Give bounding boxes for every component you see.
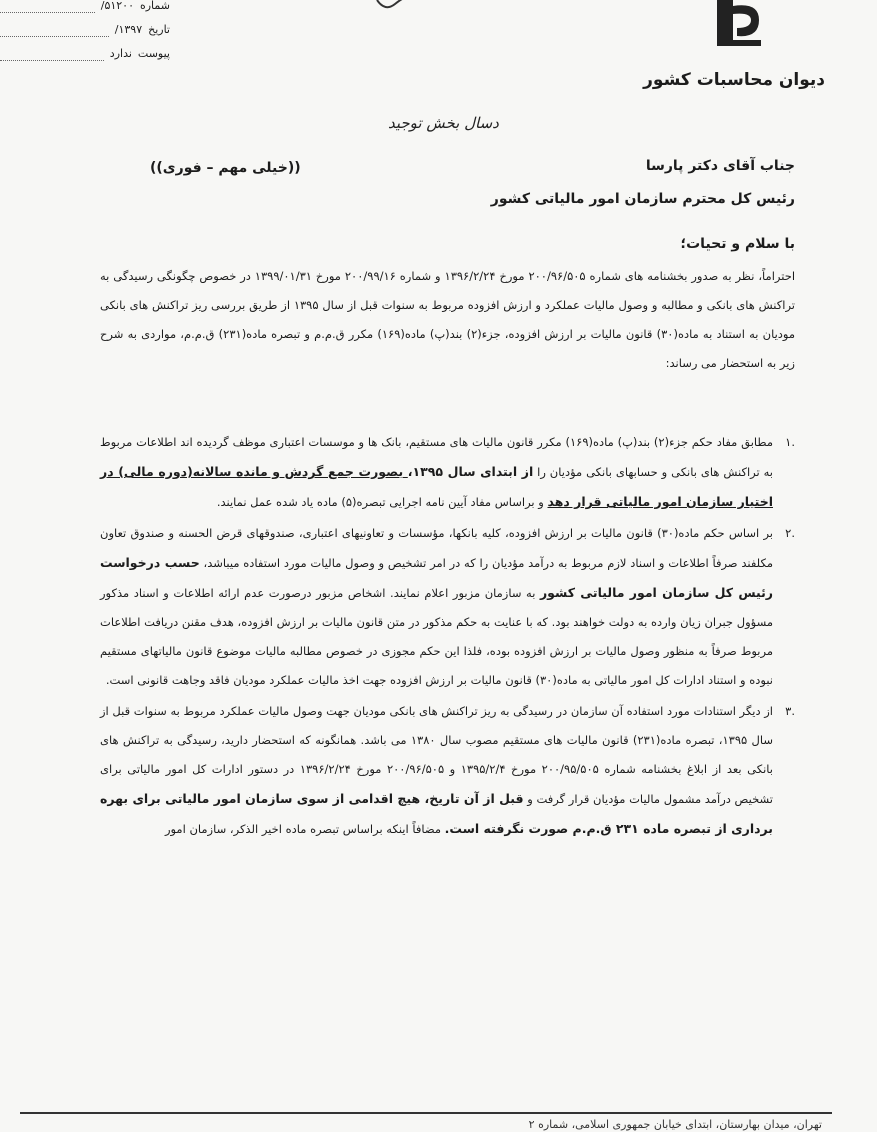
item-text-part: بر اساس حکم ماده(۳۰) قانون مالیات بر ارزش افزوده، کلیه بانکها، مؤسسات و تعاونیهای اعتباری، صندوقهای قرض الحسنه و صندوق تعاون مکلفند صرفاً اطلاعات و اسناد لازم مربوط به درآمد مؤدیان را که در امر تشخیص و وصول مالیات مورد استفاده میباشد، <box>100 526 773 570</box>
letter-attachment-value: ندارد <box>109 47 132 60</box>
letter-attachment-label: پیوست <box>137 47 170 60</box>
recipient-title: رئیس کل محترم سازمان امور مالیاتی کشور <box>490 191 795 207</box>
item-emphasis: حسب درخواست رئیس کل سازمان امور مالیاتی کشور <box>100 555 773 600</box>
letter-date-label: تاریخ <box>148 23 170 36</box>
handwritten-mark-icon <box>375 0 409 14</box>
meta-dotted-line <box>0 24 109 37</box>
handwritten-note: دسال بخش توجید <box>388 114 499 132</box>
item-emphasis: قبل از آن تاریخ، هیچ اقدامی از سوی سازمان امور مالیاتی برای بهره برداری از تبصره ماده ۲۳۱ ق.م.م صورت نگرفته است. <box>100 791 773 836</box>
org-name: دیوان محاسبات کشور <box>643 70 825 90</box>
letter-attachment-row <box>0 42 170 66</box>
item-text-part: و براساس مفاد آیین نامه اجرایی تبصره(۵) ماده یاد شده عمل نمایند. <box>216 495 548 509</box>
recipient-name: جناب آقای دکتر پارسا <box>645 158 795 174</box>
item-number: .۳ <box>785 704 795 718</box>
list-item <box>100 697 795 844</box>
greeting: با سلام و تحیات؛ <box>680 236 795 252</box>
item-text-part: به سازمان مزبور اعلام نمایند. اشخاص مزبور درصورت عدم ارائه اطلاعات و اسناد مذکور مسؤول جبران زیان وارده به دولت خواهند بود. که با عنایت به حکم مذکور در متن قانون مالیات بر ارزش افزوده، هدف مقنن دریافت اطلاعات مربوط صرفاً به منظور وصول مالیات بر ارزش افزوده بوده، فلذا این حکم مجوزی در خصوص مطالبه مالیات موضوع قانون مالیاتهای مستقیم نبوده و استناد ادارات کل امور مالیاتی به ماده(۳۰) قانون مالیات بر ارزش افزوده جهت اخذ مالیات عملکرد مودیان فاقد وجاهت قانونی است. <box>100 586 773 687</box>
meta-dotted-line <box>0 48 104 61</box>
item-number: .۱ <box>785 435 795 449</box>
footer-address: تهران، میدان بهارستان، ابتدای خیابان جمهوری اسلامی، شماره ۲ <box>528 1118 822 1131</box>
meta-dotted-line <box>0 0 95 13</box>
footer-divider <box>20 1112 832 1114</box>
letter-number-value: ۵۱۲۰۰/ <box>100 0 134 12</box>
item-text-part: مضافاً اینکه براساس تبصره ماده اخیر الذکر، سازمان امور <box>164 822 445 836</box>
item-number: .۲ <box>785 526 795 540</box>
letter-number-row <box>0 0 170 18</box>
item-text <box>100 519 773 695</box>
letter-date-value: ۱۳۹۷/ <box>114 23 143 36</box>
item-emphasis: از ابتدای سال ۱۳۹۵، <box>407 464 534 479</box>
court-of-audit-logo-icon <box>707 0 769 48</box>
recipient-block <box>491 150 795 216</box>
list-item <box>100 519 795 695</box>
item-text <box>100 697 773 844</box>
item-text <box>100 428 773 517</box>
letter-number-label: شماره <box>139 0 170 12</box>
letter-meta <box>0 0 170 66</box>
item-underlined-emphasis: بصورت جمع گردش و مانده سالانه(دوره مالی) در اختیار سازمان امور مالیاتی قرار دهد <box>100 464 773 509</box>
numbered-items <box>100 428 795 846</box>
list-item <box>100 428 795 517</box>
item-text-part: از دیگر استنادات مورد استفاده آن سازمان در رسیدگی به ریز تراکنش های بانکی مودیان جهت وصول مالیات عملکرد مربوط به سنوات قبل از سال ۱۳۹۵، تبصره ماده(۲۳۱) قانون مالیات های مستقیم مصوب سال ۱۳۸۰ می باشد. همانگونه که استحضار دارید، رسیدگی به تراکنش های بانکی بعد از ابلاغ بخشنامه شماره ۲۰۰/۹۵/۵۰۵ مورخ ۱۳۹۵/۲/۴ و ۲۰۰/۹۶/۵۰۵ مورخ ۱۳۹۶/۲/۲۴ در دستور ادارات کل امور مالیاتی برای تشخیص درآمد مشمول مالیات مؤدیان قرار گرفت و <box>100 704 773 806</box>
item-text-part: مطابق مفاد حکم جزء(۲) بند(پ) ماده(۱۶۹) مکرر قانون مالیات های مستقیم، بانک ها و موسسات اعتباری موظف گردیده اند اطلاعات مربوط به تراکنش های بانکی و حسابهای بانکی مؤدیان را <box>100 435 774 479</box>
intro-paragraph: احتراماً، نظر به صدور بخشنامه های شماره ۲۰۰/۹۶/۵۰۵ مورخ ۱۳۹۶/۲/۲۴ و شماره ۲۰۰/۹۹/۱۶ مورخ ۱۳۹۹/۰۱/۳۱ در خصوص چگونگی رسیدگی به تراکنش های بانکی و مطالبه و وصول مالیات عملکرد و ارزش افزوده مربوط به سنوات قبل از سال ۱۳۹۵ از طریق بررسی ریز تراکنش های بانکی مودیان به استناد به ماده(۳۰) قانون مالیات بر ارزش افزوده، جزء(۲) بند(پ) ماده(۱۶۹) مکرر ق.م.م و تبصره ماده(۲۳۱) ق.م.م، مواردی به شرح زیر به استحضار می رساند: <box>100 269 796 370</box>
urgency-label: ((خیلی مهم – فوری)) <box>150 160 301 176</box>
letter-date-row <box>0 18 170 42</box>
